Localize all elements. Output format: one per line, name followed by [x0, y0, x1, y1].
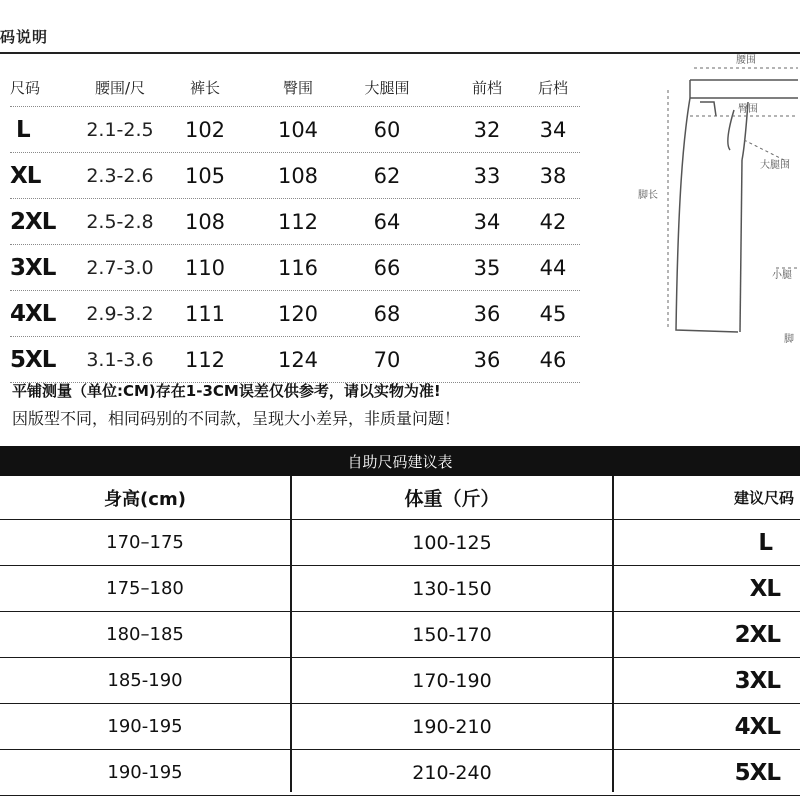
weight-value: 100-125	[412, 531, 492, 554]
back-rise-value: 44	[539, 255, 567, 280]
back-rise-value: 45	[539, 301, 567, 326]
waist-value: 3.1-3.6	[86, 348, 154, 371]
length-value: 108	[184, 209, 226, 234]
waist-label: 腰围	[736, 55, 756, 66]
front-rise-value: 34	[473, 209, 501, 234]
recommend-row	[0, 612, 800, 658]
hip-value: 120	[277, 301, 319, 326]
thigh-value: 66	[373, 255, 401, 280]
recommend-row	[0, 750, 800, 796]
waist-value: 2.9-3.2	[86, 302, 154, 325]
length-value: 110	[184, 255, 226, 280]
recommend-row	[0, 658, 800, 704]
thigh-value: 60	[373, 117, 401, 142]
size-row	[10, 199, 580, 245]
thigh-value: 70	[373, 347, 401, 372]
weight-value: 150-170	[412, 623, 492, 646]
weight-value: 190-210	[412, 715, 492, 738]
height-value: 175–180	[106, 578, 184, 599]
size-label: 2XL	[10, 208, 56, 235]
size-row	[10, 107, 580, 153]
front-rise-value: 36	[473, 301, 501, 326]
suggested-size: 5XL	[734, 759, 780, 786]
height-value: 180–185	[106, 624, 184, 645]
hip-value: 108	[277, 163, 319, 188]
recommend-row	[0, 566, 800, 612]
header-front-rise: 前档	[471, 78, 502, 97]
size-chart-header	[10, 68, 580, 107]
size-chart	[10, 68, 580, 383]
header-hip: 臀围	[282, 78, 313, 97]
size-row	[10, 245, 580, 291]
height-value: 190-195	[107, 762, 183, 783]
suggested-size: 2XL	[734, 621, 780, 648]
recommend-title: 自助尺码建议表	[0, 446, 800, 476]
thigh-value: 62	[373, 163, 401, 188]
thigh-value: 68	[373, 301, 401, 326]
suggested-size: 3XL	[734, 667, 780, 694]
thigh-label: 大腿围	[760, 160, 790, 171]
recommend-row	[0, 520, 800, 566]
header-waist: 腰围/尺	[94, 78, 146, 97]
measure-lines	[668, 68, 798, 330]
thigh-value: 64	[373, 209, 401, 234]
length-value: 111	[184, 301, 226, 326]
length-value: 102	[184, 117, 226, 142]
hip-value: 104	[277, 117, 319, 142]
front-rise-value: 35	[473, 255, 501, 280]
header-size: 尺码	[10, 78, 41, 97]
hip-value: 116	[277, 255, 319, 280]
length-value: 112	[184, 347, 226, 372]
back-rise-value: 46	[539, 347, 567, 372]
front-rise-value: 33	[473, 163, 501, 188]
size-label: L	[16, 116, 30, 143]
size-label: 4XL	[10, 300, 56, 327]
size-row	[10, 337, 580, 383]
size-label: 5XL	[10, 346, 56, 373]
waist-value: 2.5-2.8	[86, 210, 154, 233]
back-rise-value: 34	[539, 117, 567, 142]
page-title: 码说明	[0, 28, 49, 46]
weight-value: 210-240	[412, 761, 492, 784]
recommend-header	[0, 476, 800, 520]
header-thigh: 大腿围	[364, 78, 410, 97]
hip-label: 臀围	[738, 104, 758, 115]
variance-note: 因版型不同，相同码别的不同款，呈现大小差异，非质量问题！	[12, 409, 461, 428]
calf-label: 小腿	[772, 270, 792, 281]
length-value: 105	[184, 163, 226, 188]
header-length: 裤长	[189, 78, 220, 97]
front-rise-value: 32	[473, 117, 501, 142]
height-value: 185-190	[107, 670, 183, 691]
suggested-size: 4XL	[734, 713, 780, 740]
height-value: 190-195	[107, 716, 183, 737]
recommend-row	[0, 704, 800, 750]
column-divider	[290, 476, 292, 792]
header-back-rise: 后档	[537, 78, 568, 97]
suggested-size: L	[758, 529, 772, 556]
hip-value: 124	[277, 347, 319, 372]
suggested-size: XL	[749, 575, 780, 602]
recommend-table	[0, 476, 800, 796]
waist-value: 2.1-2.5	[86, 118, 154, 141]
back-rise-value: 38	[539, 163, 567, 188]
waist-value: 2.7-3.0	[86, 256, 154, 279]
size-label: XL	[10, 162, 41, 189]
pants-diagram	[628, 50, 800, 350]
weight-value: 130-150	[412, 577, 492, 600]
header-height: 身高(cm)	[104, 488, 186, 510]
pants-outline	[676, 80, 798, 332]
waist-value: 2.3-2.6	[86, 164, 154, 187]
back-rise-value: 42	[539, 209, 567, 234]
length-label: 脚长	[638, 190, 658, 201]
size-row	[10, 291, 580, 337]
front-rise-value: 36	[473, 347, 501, 372]
column-divider	[612, 476, 614, 792]
size-row	[10, 153, 580, 199]
measurement-note: 平铺测量（单位:CM)存在1-3CM误差仅供参考，请以实物为准!	[12, 382, 441, 400]
size-label: 3XL	[10, 254, 56, 281]
weight-value: 170-190	[412, 669, 492, 692]
height-value: 170–175	[106, 532, 184, 553]
hip-value: 112	[277, 209, 319, 234]
header-weight: 体重（斤）	[404, 488, 500, 510]
hem-label: 脚	[784, 334, 794, 345]
header-suggested-size: 建议尺码	[733, 489, 794, 507]
